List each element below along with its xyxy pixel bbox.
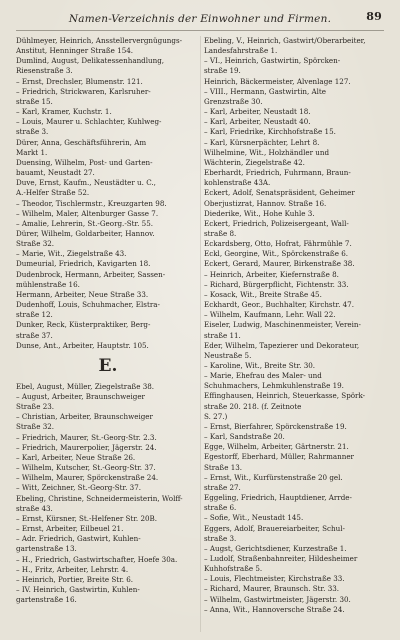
directory-entry: Schuhmachers, Lehmkuhlenstraße 19. [204, 381, 344, 391]
directory-entry: Eggers, Adolf, Brauereiarbeiter, Schul- [204, 523, 345, 533]
directory-entry: Dudenhoff, Louis, Schuhmacher, Elstra- [16, 300, 160, 310]
directory-entry: gartenstraße 13. [16, 544, 77, 554]
directory-entry: – Witt, Zeichner, St.-Georg-Str. 37. [16, 483, 142, 493]
directory-entry: – Kosack, Wit., Breite Straße 45. [204, 289, 322, 299]
directory-entry: – Karl, Sandstraße 20. [204, 432, 285, 442]
directory-entry: kohlenstraße 43A. [204, 178, 271, 188]
directory-entry: Anstitut, Henninger Straße 154. [16, 46, 134, 56]
directory-entry: – Adr. Friedrich, Gastwirt, Kuhlen- [16, 534, 141, 544]
directory-entry: Eckert, Gerard, Maurer, Birkenstraße 38. [204, 259, 355, 269]
directory-entry: straße 3. [204, 533, 237, 543]
directory-entry: – Ernst, Wit., Kurfürstenstraße 20 gel. [204, 472, 343, 482]
directory-entry: – IV. Heinrich, Gastwirtin, Kuhlen- [16, 584, 140, 594]
directory-entry: Diederike, Wit., Hohe Kuhle 3. [204, 208, 315, 218]
directory-entry: Dunse, Ant., Arbeiter, Hauptstr. 105. [16, 340, 149, 350]
directory-entry: Markt 1. [16, 147, 48, 157]
right-column [204, 36, 388, 615]
directory-entry: – Sofie, Wit., Neustadt 145. [204, 513, 304, 523]
directory-entry: – Louis, Flechtmeister, Kirchstraße 33. [204, 574, 345, 584]
directory-entry: straße 12. [16, 310, 53, 320]
directory-entry: Dürer, Anna, Geschäftsführerin, Am [16, 137, 147, 147]
directory-entry: Duve, Ernst, Kaufm., Neustädter u. C., [16, 178, 156, 188]
directory-entry: – Karl, Arbeiter, Neue Straße 26. [16, 452, 136, 462]
directory-entry: Heinrich, Bäckermeister, Alvenlage 127. [204, 76, 351, 86]
directory-entry: straße 27. [204, 482, 241, 492]
directory-entry: – Heinrich, Portier, Breite Str. 6. [16, 574, 134, 584]
directory-entry: – Friedrich, Strickwaren, Karlsruher- [16, 86, 151, 96]
directory-entry: straße 37. [16, 330, 53, 340]
directory-entry: straße 11. [204, 330, 241, 340]
directory-entry: Dunker, Reck, Küsterpraktiker, Berg- [16, 320, 151, 330]
directory-entry: Dühlmeyer, Heinrich, Ansstellervergnügungs- [16, 36, 183, 45]
directory-entry: Hermann, Arbeiter, Neue Straße 33. [16, 289, 149, 299]
directory-entry: – Marie, Ehefrau des Maler- und [204, 371, 322, 381]
directory-entry: gartenstraße 16. [16, 595, 77, 605]
directory-entry: – Wilhelm, Maler, Altenburger Gasse 7. [16, 208, 159, 218]
directory-entry: Ebeling, V., Heinrich, Gastwirt/Oberarbeiter, [204, 36, 366, 45]
directory-entry: – Karl, Arbeiter, Neustadt 40. [204, 117, 311, 127]
directory-entry: – H., Fritz, Arbeiter, Lehrstr. 4. [16, 564, 129, 574]
directory-entry: Eckardsberg, Otto, Hofrat, Fährmühle 7. [204, 239, 352, 249]
directory-entry: Eggeling, Friedrich, Hauptdiener, Arrde- [204, 493, 352, 503]
directory-entry: straße 15. [16, 96, 53, 106]
directory-entry: – Anna, Wit., Hannoversche Straße 24. [204, 604, 345, 614]
directory-entry: Egge, Wilhelm, Arbeiter, Gärtnerstr. 21. [204, 442, 349, 452]
directory-entry: Wilhelmine, Wit., Holzhändler und [204, 147, 330, 157]
directory-entry: – Ernst, Arbeiter, Eilbeuel 21. [16, 524, 124, 534]
directory-entry: – Marie, Wit., Ziegelstraße 43. [16, 249, 127, 259]
directory-entry: – Ernst, Kürsner, St.-Helfener Str. 20B. [16, 513, 158, 523]
directory-entry: Ebel, August, Müller, Ziegelstraße 38. [16, 381, 155, 391]
directory-entry: Straße 32. [16, 422, 55, 432]
directory-entry: – Louis, Maurer u. Schlachter, Kuhlweg- [16, 117, 162, 127]
directory-entry: – Theodor, Tischlermstr., Kreuzgarten 98. [16, 198, 167, 208]
directory-entry: – Karl, Friedrike, Kirchhofstraße 15. [204, 127, 336, 137]
directory-entry: Straße 23. [16, 402, 55, 412]
directory-entry: Dumlind, August, Delikatessenhandlung, [16, 56, 165, 66]
directory-entry: – Ernst, Drechsler, Blumenstr. 121. [16, 76, 143, 86]
directory-entry: straße 8. [204, 228, 237, 238]
directory-entry: Dudenbrock, Hermann, Arbeiter, Sassen- [16, 269, 166, 279]
directory-entry: straße 20. 218. (f. Zeitnote [204, 401, 302, 411]
directory-entry: Dürer, Wilhelm, Goldarbeiter, Hannov. [16, 228, 155, 238]
directory-entry: Effinghausen, Heinrich, Steuerkasse, Spörk- [204, 391, 366, 401]
directory-entry: – Richard, Maurer, Braunsch. Str. 33. [204, 584, 340, 594]
directory-entry: – Heinrich, Arbeiter, Kiefernstraße 8. [204, 269, 339, 279]
directory-entry: – Wilhelm, Maurer, Spörckenstraße 24. [16, 473, 159, 483]
directory-entry: Landesfahrstraße 1. [204, 46, 278, 56]
directory-entry: Riesenstraße 3. [16, 66, 73, 76]
directory-entry: straße 3. [16, 127, 49, 137]
section-letter: E. [98, 355, 118, 376]
directory-entry: – Karl, Kramer, Kuchstr. 1. [16, 107, 112, 117]
directory-entry: – Ernst, Bierfahrer, Spörckenstraße 19. [204, 421, 347, 431]
directory-entry: Ebeling, Christine, Schneidermeisterin, Wolff- [16, 493, 183, 503]
directory-entry: – Augst, Gerichtsdiener, Kurzestraße 1. [204, 543, 347, 553]
directory-entry: – Christian, Arbeiter, Braunschweiger [16, 412, 153, 422]
directory-entry: straße 6. [204, 503, 237, 513]
directory-entry: Eckhardt, Geor., Buchhalter, Kirchstr. 47. [204, 300, 354, 310]
directory-entry: – VI., Heinrich, Gastwirtin, Spörcken- [204, 56, 341, 66]
directory-entry: Eder, Wilhelm, Tapezierer und Dekorateur, [204, 340, 360, 350]
page-number: 89 [366, 10, 382, 23]
directory-entry: – Wilhelm, Kutscher, St.-Georg-Str. 37. [16, 463, 156, 473]
directory-entry: Wächterin, Ziegelstraße 42. [204, 157, 305, 167]
directory-entry: – Friedrich, Maurer, St.-Georg-Str. 2.3. [16, 432, 157, 442]
directory-entry: Straße 13. [204, 462, 243, 472]
left-column [16, 36, 200, 605]
directory-entry: – Karl, Arbeiter, Neustadt 18. [204, 107, 311, 117]
directory-entry: A.-Helfer Straße 52. [16, 188, 90, 198]
directory-entry: – Wilhelm, Gastwirtmeister, Jägerstr. 30. [204, 594, 351, 604]
directory-entry: Straße 32. [16, 239, 55, 249]
directory-entry: – Ludolf, Straßenbahnreiter, Hildesheimer [204, 553, 358, 563]
column-divider [200, 36, 201, 632]
directory-entry: Dumeurial, Friedrich, Kavigarten 18. [16, 259, 151, 269]
directory-entry: Eckert, Friedrich, Polizeisergeant, Wall- [204, 218, 349, 228]
directory-entry: Eiseler, Ludwig, Maschinenmeister, Verein- [204, 320, 361, 330]
directory-entry: straße 19. [204, 66, 241, 76]
directory-entry: – Wilhelm, Kaufmann, Lehr. Wall 22. [204, 310, 336, 320]
directory-entry: straße 43. [16, 503, 53, 513]
directory-entry: mühlenstraße 16. [16, 279, 80, 289]
directory-entry: Oberjustizrat, Hannov. Straße 16. [204, 198, 327, 208]
directory-entry: Eberhardt, Friedrich, Fuhrmann, Braun- [204, 168, 351, 178]
page-header [18, 8, 382, 30]
header-rule [16, 30, 384, 31]
directory-entry: – Karl, Kürsnerpächter, Lehrt 8. [204, 137, 320, 147]
directory-entry: Kuhhofstraße 5. [204, 564, 263, 574]
directory-entry: – Richard, Bürgerpflicht, Fichtenstr. 33. [204, 279, 349, 289]
directory-entry: S. 27.) [204, 411, 228, 421]
directory-entry: Grenzstraße 30. [204, 96, 263, 106]
directory-entry: Eckl, Georgine, Wit., Spörckenstraße 6. [204, 249, 349, 259]
directory-entry: – Friedrich, Maurerpolier, Jägerstr. 24. [16, 442, 157, 452]
directory-entry: – H., Friedrich, Gastwirtschafter, Hoefe 30a. [16, 554, 178, 564]
directory-entry: – August, Arbeiter, Braunschweiger [16, 392, 145, 401]
directory-entry: Eckert, Adolf, Senatspräsident, Geheimer [204, 188, 355, 198]
page-title: Namen-Verzeichnis der Einwohner und Firmen. [68, 13, 332, 25]
directory-entry: – Amalie, Lehrerin, St.-Georg.-Str. 55. [16, 218, 154, 228]
directory-entry: Egestorff, Eberhard, Müller, Rahrmanner [204, 452, 354, 462]
directory-entry: Duensing, Wilhelm, Post- und Garten- [16, 157, 153, 167]
directory-entry: bauamt, Neustadt 27. [16, 168, 95, 178]
directory-entry: Neustraße 5. [204, 350, 252, 360]
directory-entry: – Karoline, Wit., Breite Str. 30. [204, 361, 316, 370]
directory-entry: – VIII., Hermann, Gastwirtin, Alte [204, 86, 327, 96]
